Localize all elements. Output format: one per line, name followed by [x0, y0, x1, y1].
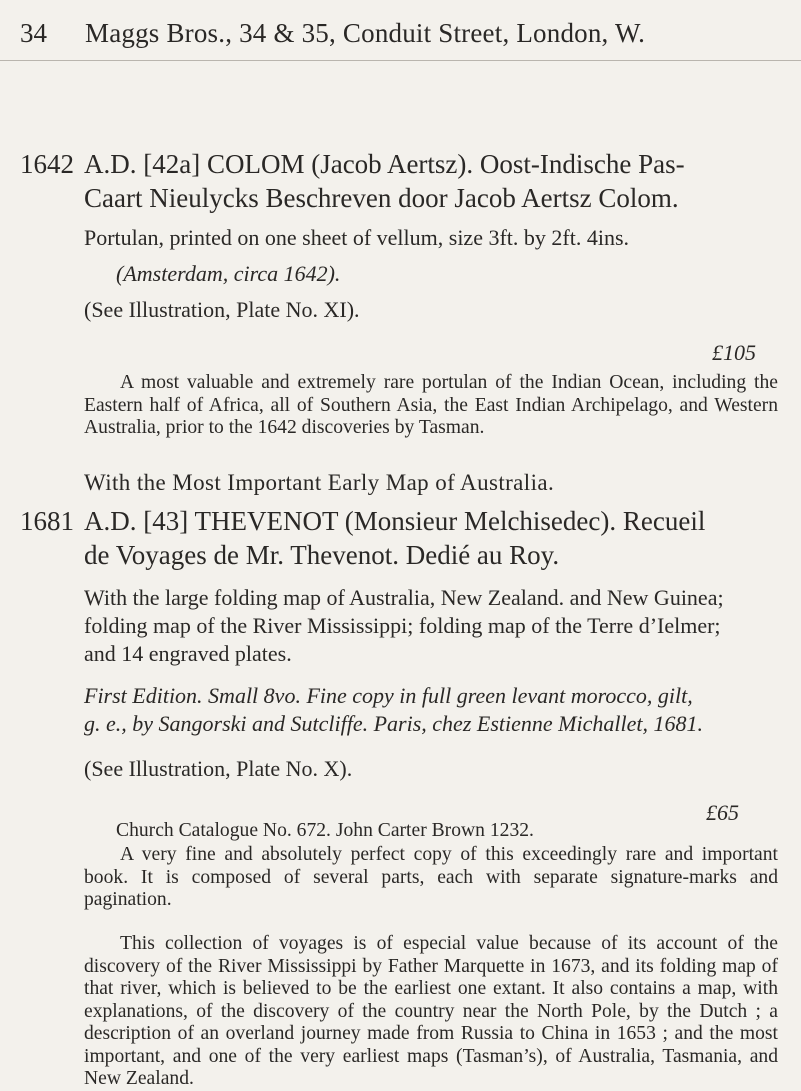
entry1-imprint: (Amsterdam, circa 1642). [116, 261, 341, 286]
entry2-description1: A very fine and absolutely perfect copy of this exceedingly rare and important book. It is composed of several parts, each with separate signature-marks and pagination. [84, 844, 778, 910]
entry1-title-line2: Caart Nieulycks Beschreven door Jacob Aertsz Colom. [84, 183, 679, 213]
entry1-year: 1642 [20, 149, 74, 179]
entry2-edition-line1: First Edition. Small 8vo. Fine copy in full green levant morocco, gilt, [84, 683, 693, 708]
entry2-provenance: Church Catalogue No. 672. John Carter Brown 1232. [116, 820, 534, 841]
entry2-edition-line2: g. e., by Sangorski and Sutcliffe. Paris, chez Estienne Michallet, 1681. [84, 711, 703, 736]
entry1-description: A most valuable and extremely rare portulan of the Indian Ocean, including the Eastern half of Africa, all of Southern Asia, the East Indian Archipelago, and Western Australia, prior to the 1642 discoveries by Tasman. [84, 372, 778, 438]
entry1-illustration-ref: (See Illustration, Plate No. XI). [84, 297, 360, 322]
entry2-price: £65 [706, 800, 739, 825]
entry2-heading: With the Most Important Early Map of Australia. [84, 470, 555, 495]
header-rule [0, 60, 801, 61]
page-number: 34 [20, 18, 47, 48]
entry2-illustration-ref: (See Illustration, Plate No. X). [84, 756, 353, 781]
entry2-year: 1681 [20, 506, 74, 536]
entry2-maps-line2: folding map of the River Mississippi; folding map of the Terre d’Ielmer; [84, 613, 721, 638]
entry1-title-line1: A.D. [42a] COLOM (Jacob Aertsz). Oost-Indische Pas- [84, 149, 685, 179]
running-header: Maggs Bros., 34 & 35, Conduit Street, London, W. [85, 18, 646, 48]
entry2-maps-line1: With the large folding map of Australia, New Zealand. and New Guinea; [84, 585, 724, 610]
entry1-format: Portulan, printed on one sheet of vellum, size 3ft. by 2ft. 4ins. [84, 225, 630, 250]
entry1-price: £105 [712, 340, 756, 365]
entry2-title-line1: A.D. [43] THEVENOT (Monsieur Melchisedec). Recueil [84, 506, 706, 536]
entry2-description2: This collection of voyages is of especial value because of its account of the discovery of the River Mississippi by Father Marquette in 1673, and its folding map of that river, which is believed to be the earliest one extant. It also contains a map, with explanations, of the discovery of the country near the North Pole, by the Dutch ; a description of an overland journey made from Russia to China in 1653 ; and the most important, and one of the very earliest maps (Tasman’s), of Australia, Tasmania, and New Zealand. [84, 933, 778, 1089]
entry2-title-line2: de Voyages de Mr. Thevenot. Dedié au Roy. [84, 540, 560, 570]
entry2-maps-line3: and 14 engraved plates. [84, 641, 292, 666]
